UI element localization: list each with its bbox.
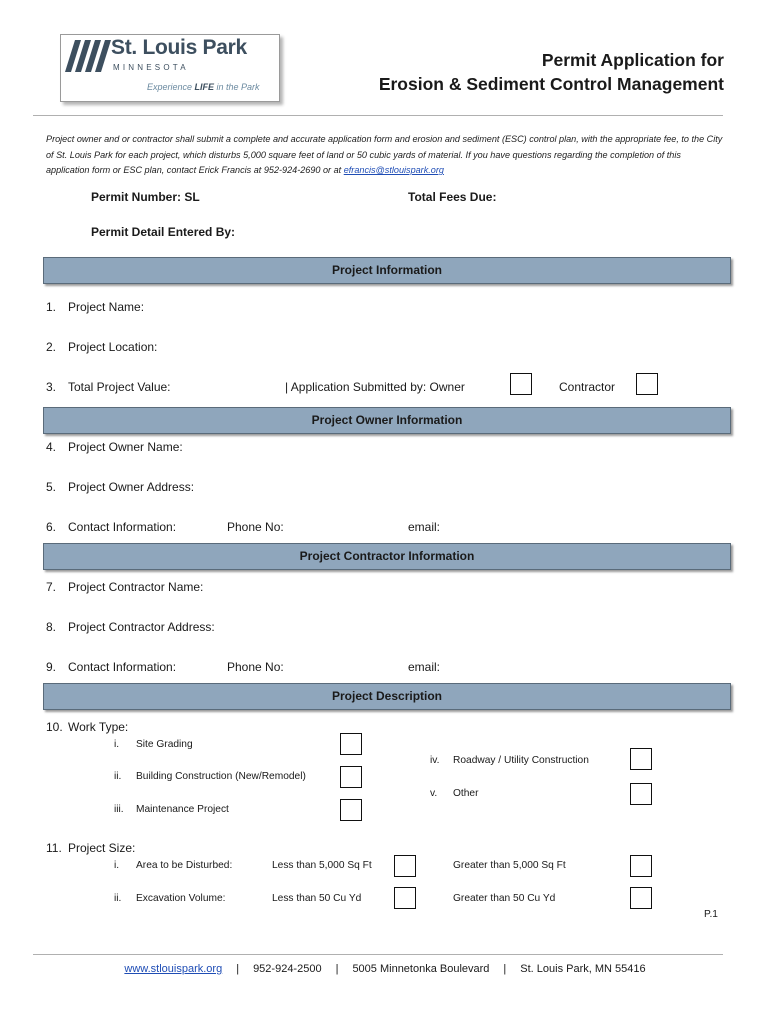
field-5-number: 5. bbox=[46, 480, 57, 494]
field-3-number: 3. bbox=[46, 380, 57, 394]
field-6-number: 6. bbox=[46, 520, 57, 534]
total-project-value-label: Total Project Value: bbox=[68, 380, 171, 394]
contact-email-link[interactable]: efrancis@stlouispark.org bbox=[343, 165, 444, 175]
footer-phone: 952-924-2500 bbox=[253, 963, 322, 975]
excavation-volume-label: Excavation Volume: bbox=[136, 893, 226, 904]
intro-paragraph: Project owner and or contractor shall submit a complete and accurate application form and erosion and sediment (ESC) control plan, with the appropriate fee, to the City of St. Louis Park for each project, which disturbs 5,000 square feet of land or 50 cubic yards of material. If you have questions regarding the completion of this application form or ESC plan, contact Erick Francis at 952-924-2690 or at efrancis@stlouispark.org bbox=[46, 134, 723, 175]
logo-stripes-icon bbox=[65, 40, 111, 72]
footer bbox=[0, 963, 770, 975]
footer-separator: | bbox=[335, 963, 339, 975]
logo-state: MINNESOTA bbox=[113, 63, 189, 72]
header-divider bbox=[33, 115, 723, 116]
work-type-label: Work Type: bbox=[68, 720, 129, 734]
footer-city: St. Louis Park, MN 55416 bbox=[520, 963, 646, 975]
size-ii-number: ii. bbox=[114, 893, 122, 904]
roadway-utility-checkbox[interactable] bbox=[630, 748, 652, 770]
project-location-label: Project Location: bbox=[68, 340, 158, 354]
roadway-utility-label: Roadway / Utility Construction bbox=[453, 755, 589, 766]
logo-name: St. Louis Park bbox=[111, 36, 247, 59]
area-disturbed-label: Area to be Disturbed: bbox=[136, 860, 233, 871]
building-construction-checkbox[interactable] bbox=[340, 766, 362, 788]
field-9-number: 9. bbox=[46, 660, 57, 674]
website-link[interactable]: www.stlouispark.org bbox=[124, 963, 223, 975]
project-name-label: Project Name: bbox=[68, 300, 145, 314]
site-grading-label: Site Grading bbox=[136, 739, 193, 750]
area-less-than-checkbox[interactable] bbox=[394, 855, 416, 877]
contractor-email-label: email: bbox=[408, 660, 441, 674]
volume-greater-than-checkbox[interactable] bbox=[630, 887, 652, 909]
work-type-iv-number: iv. bbox=[430, 755, 440, 766]
owner-checkbox[interactable] bbox=[510, 373, 532, 395]
other-label: Other bbox=[453, 788, 479, 799]
title-line-1: Permit Application for bbox=[541, 50, 724, 70]
footer-divider bbox=[33, 954, 723, 955]
contractor-phone-label: Phone No: bbox=[227, 660, 284, 674]
contractor-name-label: Project Contractor Name: bbox=[68, 580, 204, 594]
area-greater-than-label: Greater than 5,000 Sq Ft bbox=[453, 860, 566, 871]
title-line-2: Erosion & Sediment Control Management bbox=[378, 74, 724, 94]
field-10-number: 10. bbox=[46, 720, 63, 734]
city-logo bbox=[60, 34, 280, 102]
submitted-by-contractor-label: Contractor bbox=[559, 380, 616, 394]
contractor-contact-label: Contact Information: bbox=[68, 660, 177, 674]
owner-phone-label: Phone No: bbox=[227, 520, 284, 534]
field-4-number: 4. bbox=[46, 440, 57, 454]
footer-address: 5005 Minnetonka Boulevard bbox=[352, 963, 490, 975]
field-1-number: 1. bbox=[46, 300, 57, 314]
owner-name-label: Project Owner Name: bbox=[68, 440, 183, 454]
footer-separator: | bbox=[503, 963, 507, 975]
maintenance-project-checkbox[interactable] bbox=[340, 799, 362, 821]
field-2-number: 2. bbox=[46, 340, 57, 354]
project-size-label: Project Size: bbox=[68, 841, 136, 855]
maintenance-project-label: Maintenance Project bbox=[136, 804, 229, 815]
area-greater-than-checkbox[interactable] bbox=[630, 855, 652, 877]
permit-number-label: Permit Number: SL bbox=[91, 190, 200, 204]
site-grading-checkbox[interactable] bbox=[340, 733, 362, 755]
logo-tagline: Experience LIFE in the Park bbox=[147, 82, 260, 92]
footer-separator: | bbox=[236, 963, 240, 975]
size-i-number: i. bbox=[114, 860, 120, 871]
work-type-ii-number: ii. bbox=[114, 771, 122, 782]
field-8-number: 8. bbox=[46, 620, 57, 634]
owner-contact-label: Contact Information: bbox=[68, 520, 177, 534]
section-contractor-information: Project Contractor Information bbox=[43, 543, 731, 570]
page-number: P.1 bbox=[704, 909, 718, 920]
volume-less-than-checkbox[interactable] bbox=[394, 887, 416, 909]
volume-less-than-label: Less than 50 Cu Yd bbox=[272, 893, 362, 904]
owner-email-label: email: bbox=[408, 520, 441, 534]
total-fees-label: Total Fees Due: bbox=[408, 190, 497, 204]
section-project-information: Project Information bbox=[43, 257, 731, 284]
work-type-iii-number: iii. bbox=[114, 804, 124, 815]
field-7-number: 7. bbox=[46, 580, 57, 594]
contractor-address-label: Project Contractor Address: bbox=[68, 620, 215, 634]
section-project-description: Project Description bbox=[43, 683, 731, 710]
building-construction-label: Building Construction (New/Remodel) bbox=[136, 771, 306, 782]
owner-address-label: Project Owner Address: bbox=[68, 480, 195, 494]
contractor-checkbox[interactable] bbox=[636, 373, 658, 395]
other-checkbox[interactable] bbox=[630, 783, 652, 805]
entered-by-label: Permit Detail Entered By: bbox=[91, 225, 236, 239]
section-owner-information: Project Owner Information bbox=[43, 407, 731, 434]
work-type-i-number: i. bbox=[114, 739, 120, 750]
submitted-by-owner-label: | Application Submitted by: Owner bbox=[285, 380, 465, 394]
work-type-v-number: v. bbox=[430, 788, 438, 799]
area-less-than-label: Less than 5,000 Sq Ft bbox=[272, 860, 372, 871]
volume-greater-than-label: Greater than 50 Cu Yd bbox=[453, 893, 556, 904]
field-11-number: 11. bbox=[46, 841, 62, 855]
